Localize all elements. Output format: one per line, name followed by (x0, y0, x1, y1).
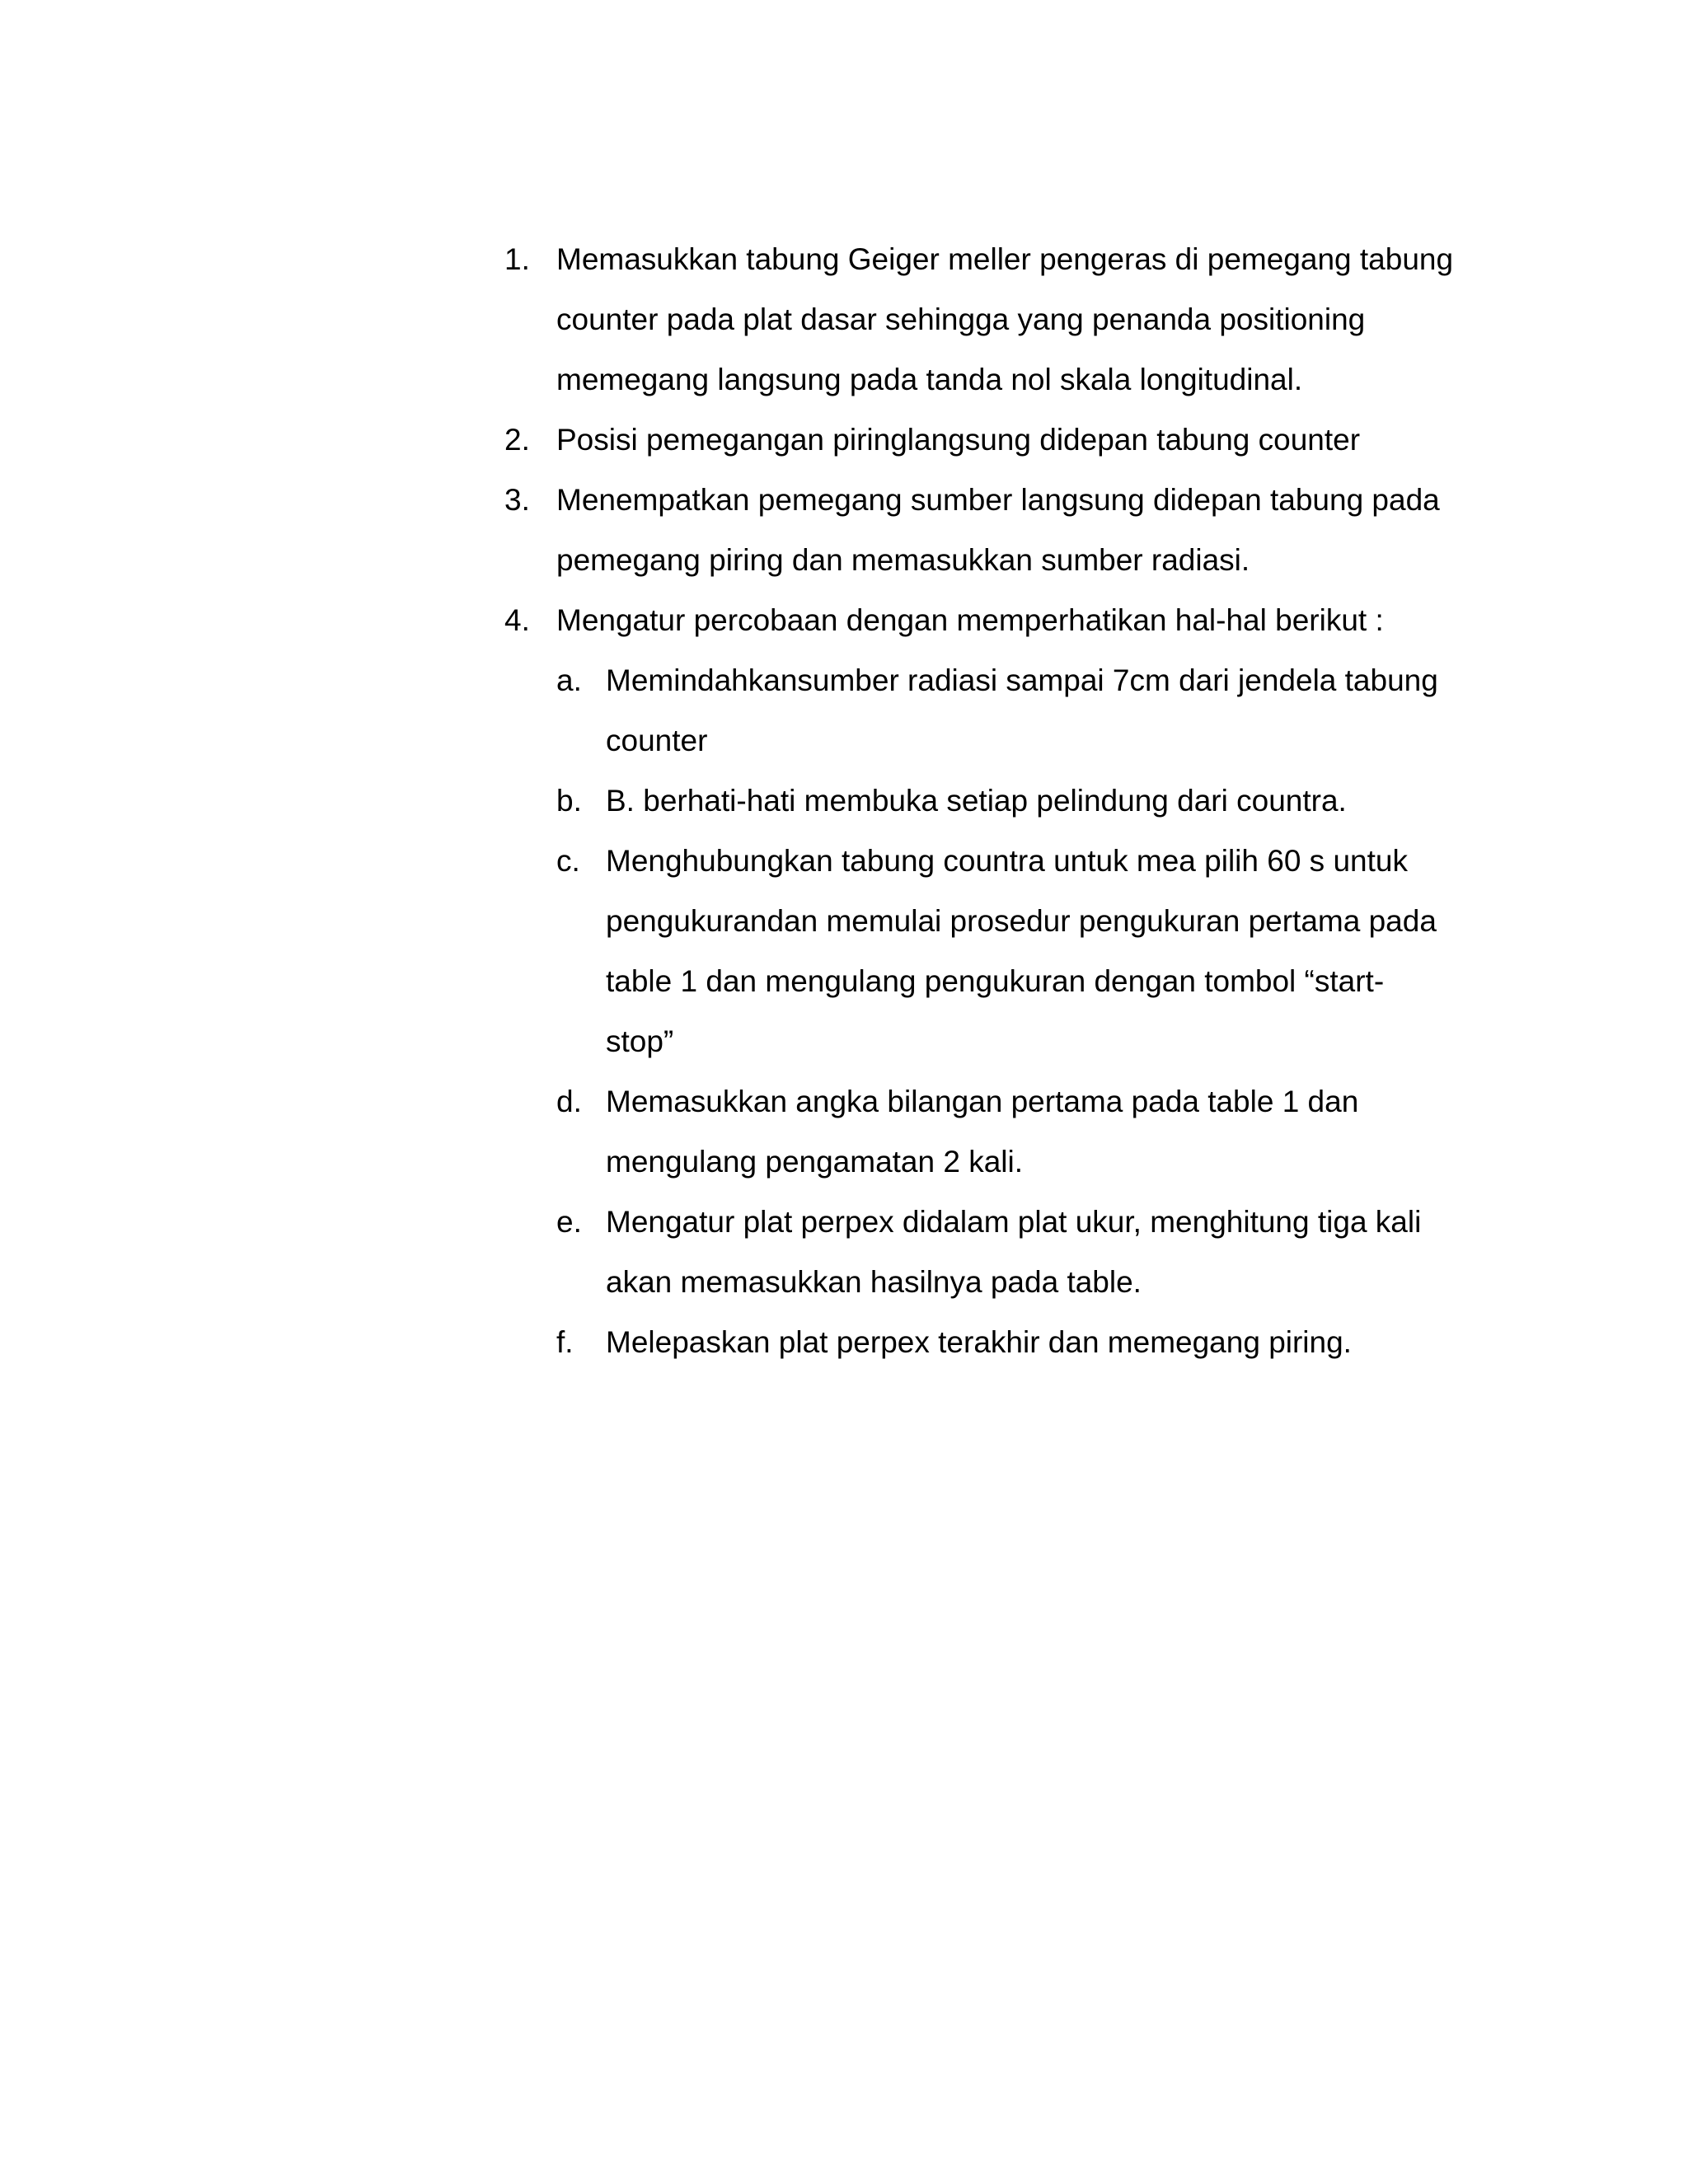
sub-list-item-text-line: Melepaskan plat perpex terakhir dan memegang piring. (606, 1325, 1352, 1359)
list-marker: 2. (504, 423, 530, 457)
sub-list-marker: d. (556, 1085, 582, 1118)
list-item-text-line: pemegang piring dan memasukkan sumber radiasi. (556, 543, 1250, 577)
sub-list-item-b (504, 771, 1461, 831)
list-item-1 (504, 229, 1461, 410)
sub-list-item-text-line: Memasukkan angka bilangan pertama pada table 1 dan (606, 1085, 1359, 1118)
list-item-4 (504, 590, 1461, 650)
list-item-text-line: Posisi pemegangan piringlangsung didepan tabung counter (556, 423, 1361, 457)
sub-list-item-a (504, 650, 1461, 771)
list-item-text-line: Mengatur percobaan dengan memperhatikan hal-hal berikut : (556, 603, 1384, 637)
sub-list-item-text-line: mengulang pengamatan 2 kali. (606, 1145, 1024, 1179)
sub-list-item-text-line: Menghubungkan tabung countra untuk mea pilih 60 s untuk (606, 844, 1408, 878)
sub-list-item-f (504, 1312, 1461, 1372)
sub-list-item-text-line: counter (606, 724, 708, 757)
sub-list-item-d (504, 1071, 1461, 1192)
sub-list-item-text-line: table 1 dan mengulang pengukuran dengan tombol “start- (606, 964, 1385, 998)
sub-list-item-text-line: pengukurandan memulai prosedur pengukuran pertama pada (606, 904, 1437, 938)
list-item-2 (504, 410, 1461, 470)
list-item-text-line: Menempatkan pemegang sumber langsung didepan tabung pada (556, 483, 1440, 517)
sub-list-item-text-line: stop” (606, 1024, 674, 1058)
list-marker: 1. (504, 242, 530, 276)
list-marker: 4. (504, 603, 530, 637)
sub-list-marker: e. (556, 1205, 582, 1239)
sub-list-marker: f. (556, 1325, 574, 1359)
sub-list-item-text-line: Memindahkansumber radiasi sampai 7cm dari jendela tabung (606, 663, 1438, 697)
procedure-list (504, 229, 1461, 1372)
list-marker: 3. (504, 483, 530, 517)
list-item-text-line: memegang langsung pada tanda nol skala longitudinal. (556, 363, 1303, 396)
sub-list-item-text-line: akan memasukkan hasilnya pada table. (606, 1265, 1142, 1299)
sub-list-marker: c. (556, 844, 580, 878)
sub-list-item-text-line: B. berhati-hati membuka setiap pelindung dari countra. (606, 784, 1347, 818)
list-item-text-line: Memasukkan tabung Geiger meller pengeras di pemegang tabung (556, 242, 1454, 276)
list-item-text-line: counter pada plat dasar sehingga yang penanda positioning (556, 302, 1366, 336)
sub-list-item-e (504, 1192, 1461, 1312)
sub-list-marker: b. (556, 784, 582, 818)
sub-list-marker: a. (556, 663, 582, 697)
list-item-3 (504, 470, 1461, 590)
sub-list-item-c (504, 831, 1461, 1071)
sub-list-item-text-line: Mengatur plat perpex didalam plat ukur, menghitung tiga kali (606, 1205, 1422, 1239)
